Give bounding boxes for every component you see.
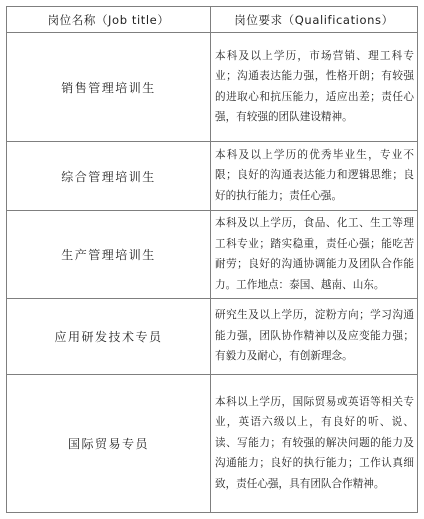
job-title-cell: 应用研发技术专员 bbox=[7, 299, 211, 375]
job-title-cell: 综合管理培训生 bbox=[7, 142, 211, 211]
qualifications-cell: 研究生及以上学历，淀粉方向；学习沟通能力强，团队协作精神以及应变能力强；有毅力及耐心，有创新理念。 bbox=[211, 299, 418, 375]
job-title-cell: 生产管理培训生 bbox=[7, 211, 211, 299]
qualifications-cell: 本科以上学历，国际贸易或英语等相关专业，英语六级以上，有良好的听、说、读、写能力；有较强的解决问题的能力及沟通能力；良好的执行能力；工作认真细致，责任心强，具有团队合作精神。 bbox=[211, 375, 418, 513]
table-row bbox=[7, 299, 418, 375]
job-requirements-table bbox=[6, 6, 418, 513]
header-job-title: 岗位名称（Job title） bbox=[7, 7, 211, 33]
table-row bbox=[7, 375, 418, 513]
table-row bbox=[7, 211, 418, 299]
table-row bbox=[7, 33, 418, 142]
job-title-cell: 销售管理培训生 bbox=[7, 33, 211, 142]
table-row bbox=[7, 142, 418, 211]
header-row bbox=[7, 7, 418, 33]
qualifications-cell: 本科及以上学历，食品、化工、生工等理工科专业；踏实稳重，责任心强；能吃苦耐劳；良好的沟通协调能力及团队合作能力。工作地点：泰国、越南、山东。 bbox=[211, 211, 418, 299]
qualifications-cell: 本科及以上学历的优秀毕业生，专业不限；良好的沟通表达能力和逻辑思维；良好的执行能力；责任心强。 bbox=[211, 142, 418, 211]
header-qualifications: 岗位要求（Qualifications） bbox=[211, 7, 418, 33]
job-title-cell: 国际贸易专员 bbox=[7, 375, 211, 513]
qualifications-cell: 本科及以上学历，市场营销、理工科专业；沟通表达能力强，性格开朗；有较强的进取心和抗压能力，适应出差；责任心强，有较强的团队建设精神。 bbox=[211, 33, 418, 142]
